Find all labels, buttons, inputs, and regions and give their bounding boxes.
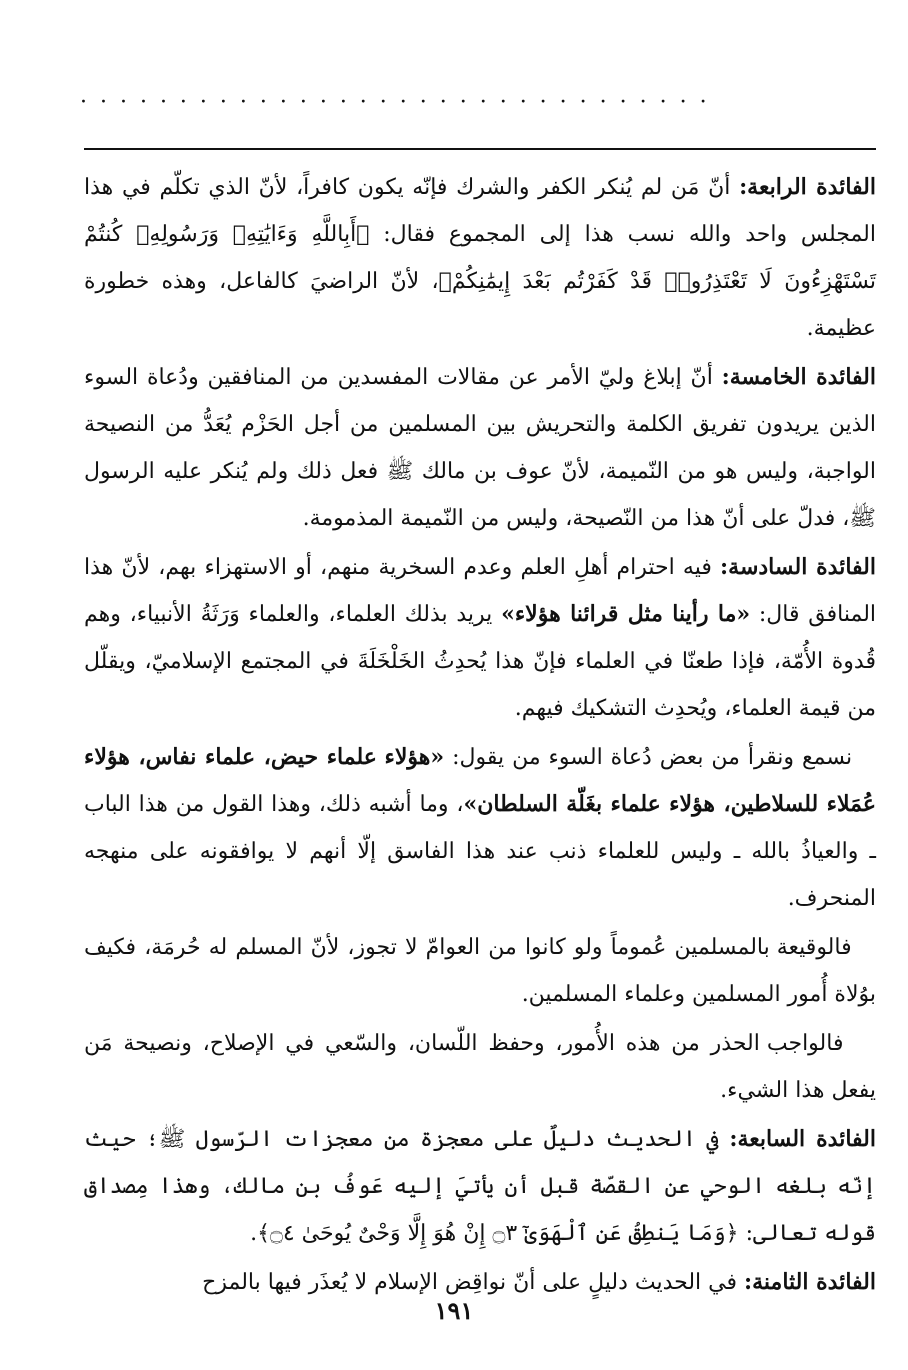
page-body xyxy=(84,164,876,1308)
paragraph-tail: يريد بذلك العلماء، والعلماء وَرَثَةُ الأنبياء، وهم قُدوة الأُمّة، فإذا طعنّا في العلماء فإنّ هذا يُحدِثُ الخَلْخَلَةَ في المجتمع الإسلاميّ، ويقلّل من قيمة العلماء، ويُحدِث التشكيك فيهم. xyxy=(84,602,876,721)
paragraph-benefit-7 xyxy=(84,1116,876,1257)
paragraph-text: أنّ مَن لم يُنكر الكفر والشرك فإنّه يكون كافراً، لأنّ الذي تكلّم في هذا المجلس واحد والله نسب هذا إلى المجموع فقال: xyxy=(84,175,876,247)
paragraph-text: في الحديث دليلٍ على أنّ نواقِض الإسلام لا يُعذَر فيها بالمزح xyxy=(202,1270,744,1295)
benefit-heading: الفائدة السادسة: xyxy=(720,554,877,580)
paragraph-text: في الحديث دليلٌ على معجزة من معجزات الرّسول ﷺ؛ حيث إنّه بلغه الوحي عن القصّة قبل أن يأتيَ إليه عَوفُ بن مالك، وهذا مِصداق قوله تعالى: xyxy=(84,1127,876,1246)
header-dots: · · · · · · · · · · · · · · · · · · · · · · · · · · · · · · · · xyxy=(80,90,710,115)
paragraph-text: أنّ إبلاغ وليّ الأمر عن مقالات المفسدين من المنافقين ودُعاة السوء الذين يريدون تفريق الكلمة والتحريش بين المسلمين من أجل الحَزْم يُعَدُّ من النصيحة الواجبة، وليس هو من النّميمة، لأنّ عوف بن مالك ﷺ فعل ذلك ولم يُنكر عليه الرسول ﷺ، فدلّ على أنّ هذا من النّصيحة، وليس من النّميمة المذمومة. xyxy=(84,365,876,531)
paragraph-backbiting xyxy=(84,924,876,1018)
paragraph-text: فيه احترام أهلِ العلم وعدم السخرية منهم، أو الاستهزاء بهم، لأنّ هذا المنافق قال: xyxy=(84,555,877,627)
benefit-heading: الفائدة الثامنة: xyxy=(744,1269,876,1295)
paragraph-benefit-5 xyxy=(84,354,876,542)
benefit-heading: الفائدة الرابعة: xyxy=(739,174,876,200)
quran-verse: ﴿أَبِاللَّهِ وَءَايَٰتِهِۦ وَرَسُولِهِۦ كُنتُمْ تَسْتَهْزِءُونَ لَا تَعْتَذِرُوا۟ قَدْ كَفَرْتُم بَعْدَ إِيمَٰنِكُمْ﴾ xyxy=(84,222,876,294)
paragraph-text: نسمع ونقرأ من بعض دُعاة السوء من يقول: xyxy=(444,745,853,770)
paragraph-text: فالوقيعة بالمسلمين عُموماً ولو كانوا من العوامّ لا تجوز، لأنّ المسلم له حُرمَة، فكيف بوُلاة أُمور المسلمين وعلماء المسلمين. xyxy=(84,935,876,1007)
page-number: ١٩١ xyxy=(434,1296,474,1325)
header-rule xyxy=(84,148,876,150)
benefit-heading: الفائدة السابعة: xyxy=(729,1126,876,1152)
paragraph-tail: ، لأنّ الراضيَ كالفاعل، وهذه خطورة عظيمة. xyxy=(84,269,876,341)
paragraph-tail: . xyxy=(250,1221,258,1246)
paragraph-tail: ، وما أشبه ذلك، وهذا القول من هذا الباب ـ والعياذُ بالله ـ وليس للعلماء ذنب عند هذا الفاسق إلّا أنهم لا يوافقونه على منهجه المنحرف. xyxy=(84,792,876,911)
quoted-speech: «هؤلاء علماء حيض، علماء نفاس، هؤلاء عُمَلاء للسلاطين، هؤلاء علماء بغَلّة السلطان» xyxy=(84,744,876,817)
quoted-speech: «ما رأينا مثل قرائنا هؤلاء» xyxy=(501,601,751,627)
paragraph-text: فالواجب الحذر من هذه الأُمور، وحفظ اللّسان، والسّعي في الإصلاح، ونصيحة مَن يفعل هذا الشيء. xyxy=(84,1031,876,1103)
paragraph-obligation xyxy=(84,1020,876,1114)
quran-verse: ﴿وَمَا يَنطِقُ عَنِ ٱلْهَوَىٰٓ ۝٣ إِنْ هُوَ إِلَّا وَحْىٌ يُوحَىٰ ۝٤﴾ xyxy=(257,1221,739,1246)
paragraph-hearing xyxy=(84,734,876,922)
benefit-heading: الفائدة الخامسة: xyxy=(721,364,876,390)
paragraph-benefit-6 xyxy=(84,544,876,732)
paragraph-benefit-4 xyxy=(84,164,876,352)
